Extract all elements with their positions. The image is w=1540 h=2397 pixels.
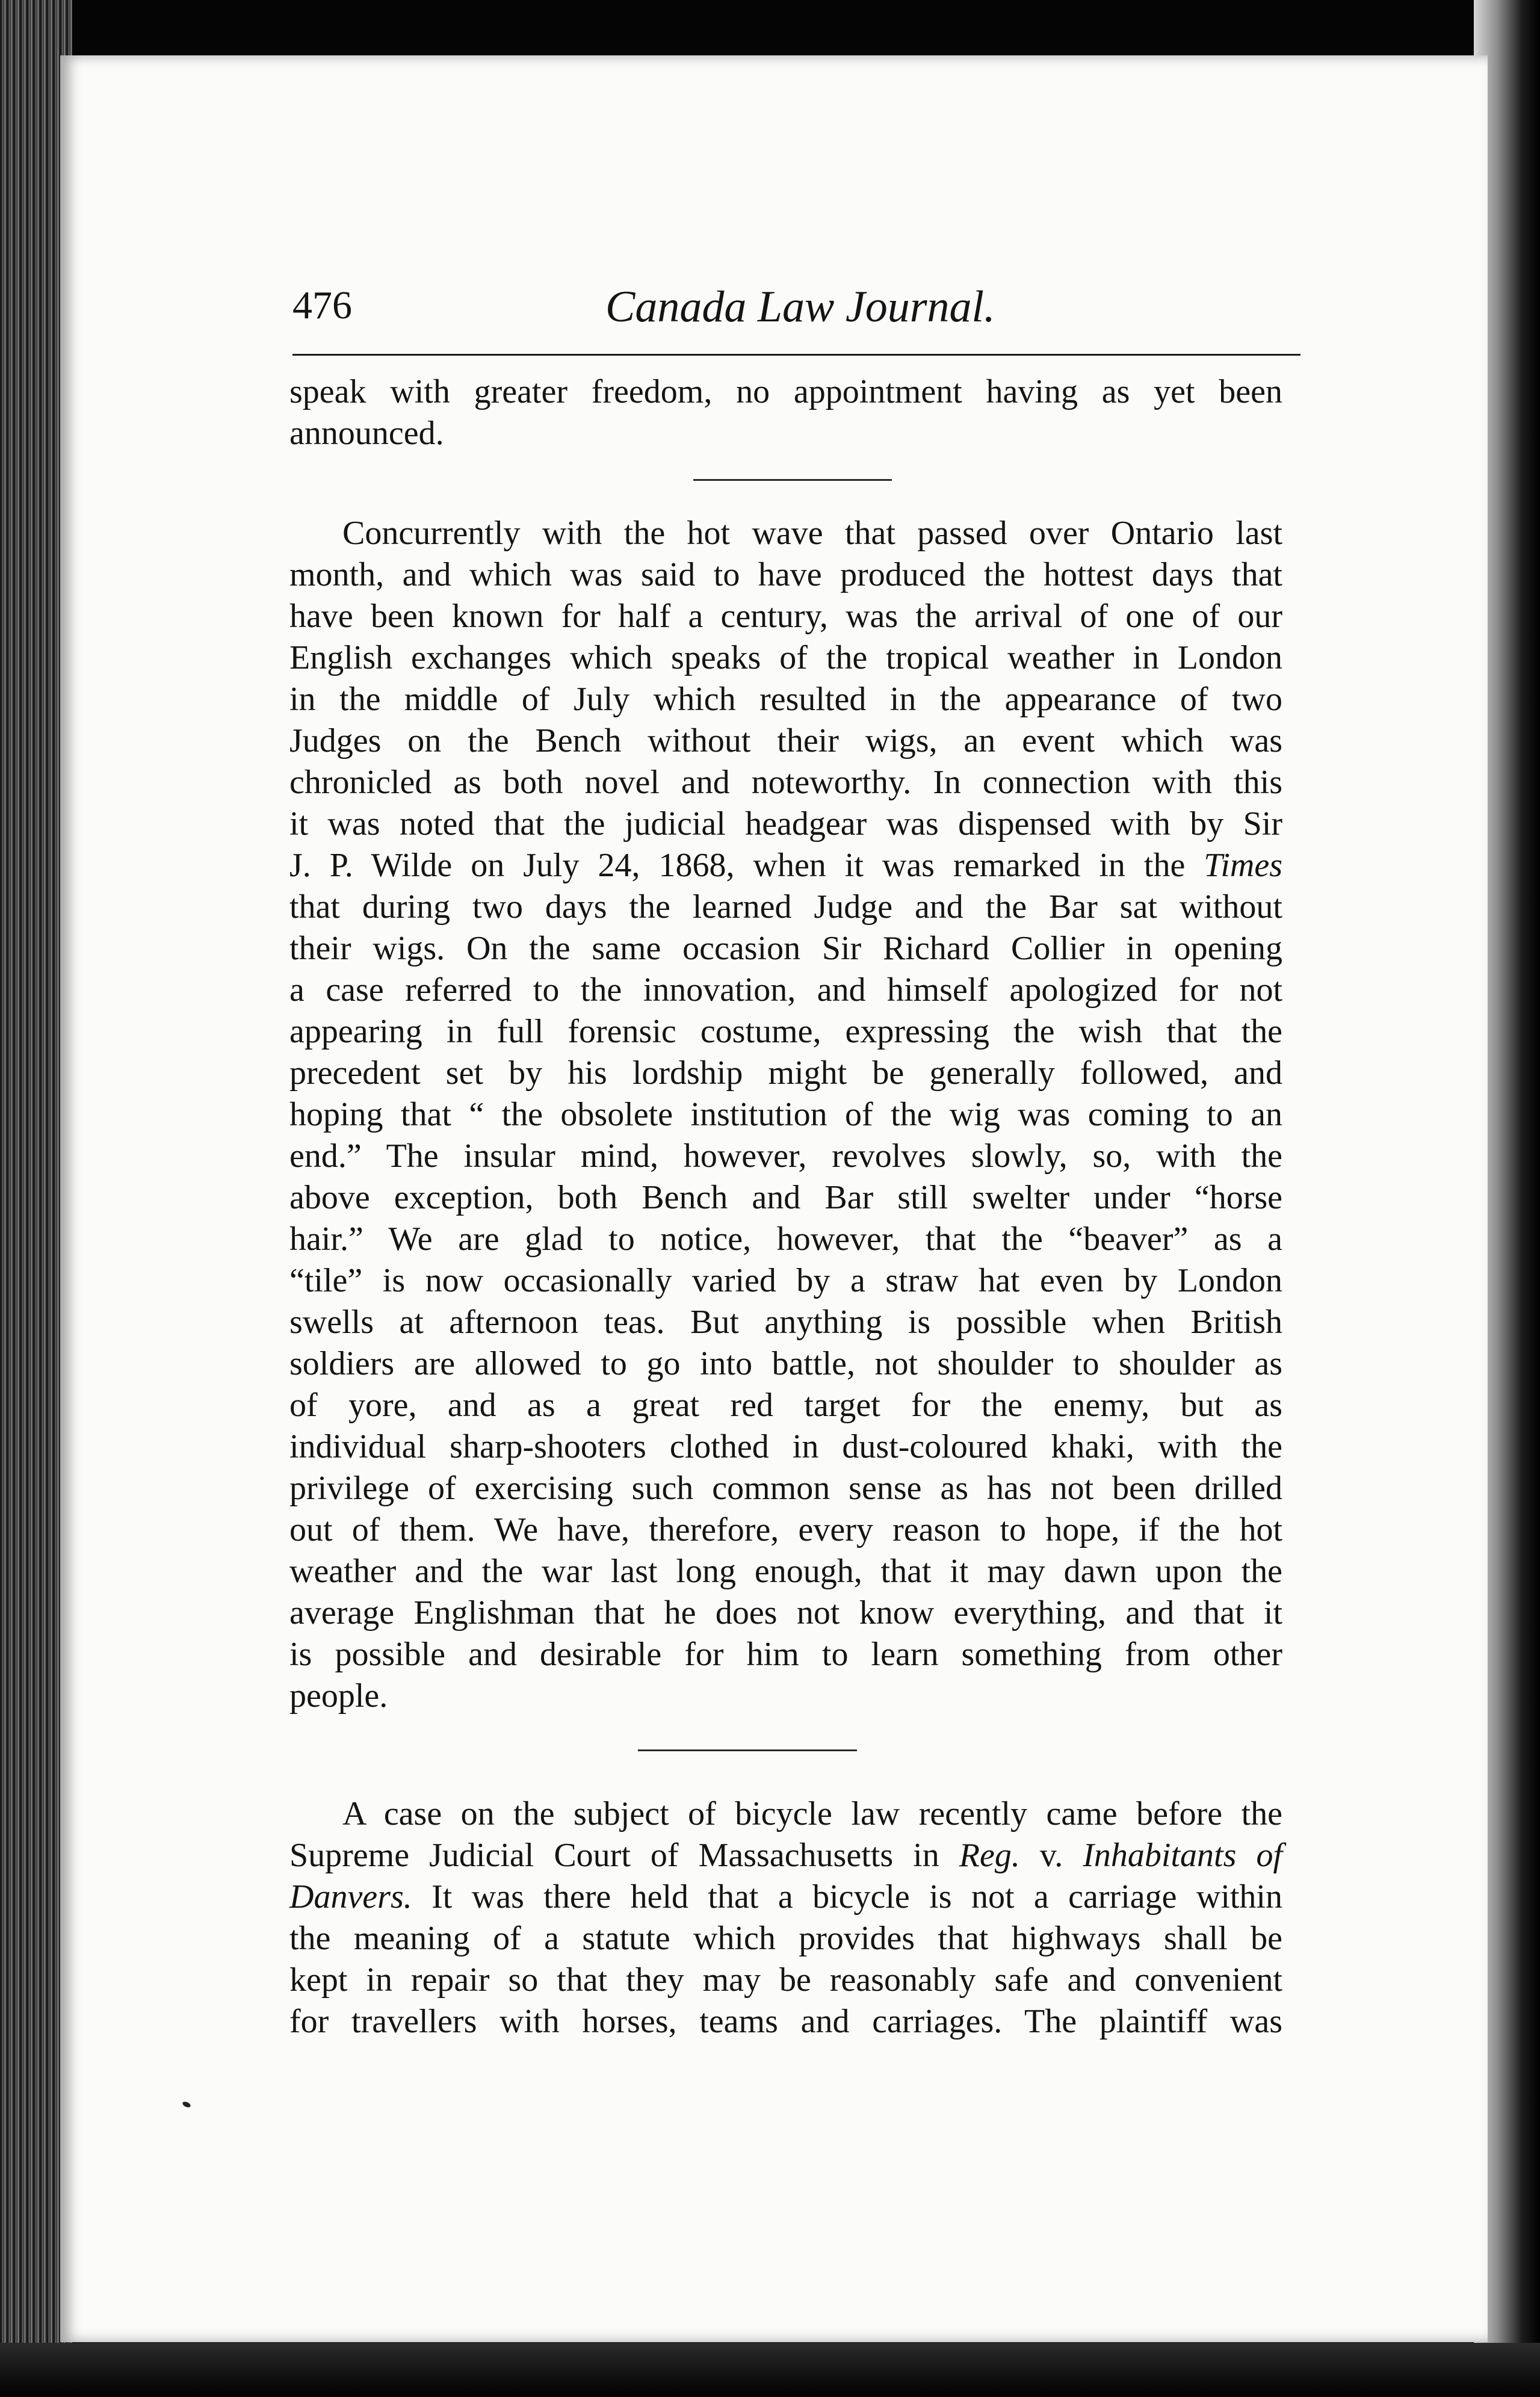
text-line: chronicled as both novel and noteworthy. In connection with this <box>289 764 1282 801</box>
wigs-paragraph <box>289 513 1282 1717</box>
text-line: it was noted that the judicial headgear was dispensed with by Sir <box>289 805 1282 843</box>
text-line: that during two days the learned Judge and the Bar sat without <box>289 888 1282 926</box>
times-italic: Times <box>1204 847 1282 884</box>
text-line: English exchanges which speaks of the tropical weather in London <box>289 639 1282 676</box>
text-line-danvers <box>289 1876 1282 1918</box>
text-line: of yore, and as a great red target for the enemy, but as <box>289 1387 1282 1424</box>
text-line: kept in repair so that they may be reasonably safe and convenient <box>289 1961 1282 1999</box>
text-line: is possible and desirable for him to learn something from other <box>289 1636 1282 1673</box>
scan-top-border <box>0 0 1540 57</box>
case-name-reg: Reg. <box>959 1837 1020 1874</box>
text-line: soldiers are allowed to go into battle, not shoulder to shoulder as <box>289 1345 1282 1382</box>
text-line: average Englishman that he does not know everything, and that it <box>289 1594 1282 1632</box>
text-line: appearing in full forensic costume, expressing the wish that the <box>289 1013 1282 1050</box>
text-line: A case on the subject of bicycle law recently came before the <box>342 1795 1282 1833</box>
text-line: swells at afternoon teas. But anything is possible when British <box>289 1304 1282 1341</box>
text-line: people. <box>289 1677 388 1715</box>
text-line: precedent set by his lordship might be generally followed, and <box>289 1054 1282 1092</box>
scan-bottom-border <box>0 2343 1540 2397</box>
text-line: above exception, both Bench and Bar still swelter under “horse <box>289 1179 1282 1216</box>
text-line-case-name <box>289 1835 1282 1876</box>
section-divider <box>638 1749 857 1751</box>
text-line: “tile” is now occasionally varied by a straw hat even by London <box>289 1262 1282 1299</box>
text-line: speak with greater freedom, no appointment having as yet been <box>289 373 1282 410</box>
text-line-wilde <box>289 845 1282 886</box>
text-line: for travellers with horses, teams and carriages. The plaintiff was <box>289 2003 1282 2040</box>
text-line: end.” The insular mind, however, revolves slowly, so, with the <box>289 1137 1282 1175</box>
text-line: hoping that “ the obsolete institution of the wig was coming to an <box>289 1096 1282 1133</box>
text-line: month, and which was said to have produced the hottest days that <box>289 556 1282 593</box>
journal-title: Canada Law Journal. <box>605 282 995 332</box>
text-line: announced. <box>289 415 444 452</box>
section-divider <box>693 479 892 481</box>
case-name-inhabitants: Inhabitants of <box>1083 1837 1282 1874</box>
text-line: out of them. We have, therefore, every reason to hope, if the hot <box>289 1511 1282 1548</box>
text-line: their wigs. On the same occasion Sir Richard Collier in opening <box>289 930 1282 967</box>
text-line: Concurrently with the hot wave that passed over Ontario last <box>342 515 1282 552</box>
text-line: hair.” We are glad to notice, however, that the “beaver” as a <box>289 1220 1282 1258</box>
text-line-segment: It was there held that a bicycle is not a carriage within <box>412 1878 1282 1916</box>
text-line: weather and the war last long enough, that it may dawn upon the <box>289 1553 1282 1590</box>
case-name-v: v. <box>1019 1837 1083 1874</box>
text-line: Judges on the Bench without their wigs, an event which was <box>289 722 1282 759</box>
text-line-segment: J. P. Wilde on July 24, 1868, when it was remarked in the <box>289 847 1204 884</box>
text-line-segment: Supreme Judicial Court of Massachusetts in <box>289 1837 959 1874</box>
text-line: a case referred to the innovation, and himself apologized for not <box>289 971 1282 1009</box>
case-name-danvers: Danvers. <box>289 1878 412 1916</box>
text-line: have been known for half a century, was the arrival of one of our <box>289 598 1282 635</box>
text-line: the meaning of a statute which provides that highways shall be <box>289 1920 1282 1957</box>
bicycle-paragraph <box>289 1793 1282 2043</box>
text-line: individual sharp-shooters clothed in dust-coloured khaki, with the <box>289 1428 1282 1465</box>
running-head <box>292 274 1300 340</box>
intro-paragraph <box>289 371 1282 454</box>
header-rule <box>292 354 1300 356</box>
page-number: 476 <box>292 283 352 327</box>
text-line: privilege of exercising such common sense as has not been drilled <box>289 1470 1282 1507</box>
text-line: in the middle of July which resulted in the appearance of two <box>289 681 1282 718</box>
